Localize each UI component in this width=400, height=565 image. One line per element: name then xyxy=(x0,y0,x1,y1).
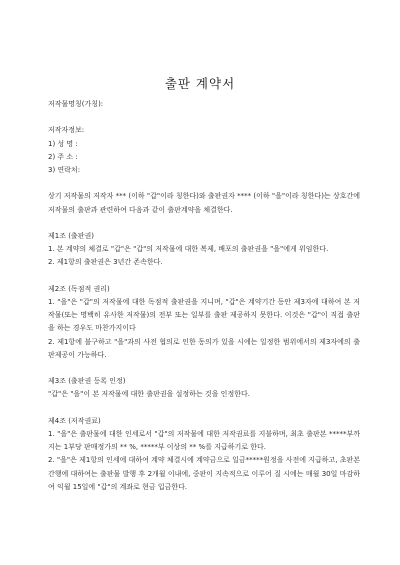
article-heading: 제4조 (저작권료) xyxy=(48,416,101,425)
article-heading: 제3조 (출판권 등록 인정) xyxy=(48,377,126,386)
document-title: 출판 계약서 xyxy=(164,76,236,91)
spacer xyxy=(48,217,360,230)
spacer xyxy=(48,402,360,415)
article-clause: 2. "을"은 제1항의 인세에 대하여 계약 체결시에 계약금으로 일금*****원정을 사전에 지급하고, 초판본 간행에 대하여는 출판물 발행 후 2개월 이내에, 중판이 지속적으로 이루어 질 시에는 매월 30일 마감하여 익월 15일에 "갑"의 계좌로 현금 입금한다. xyxy=(48,456,360,491)
spacer xyxy=(48,177,360,190)
intro-paragraph: 상기 저작물의 저작자 *** (이하 "갑"이라 칭한다)와 출판권자 **** (이하 "을"이라 칭한다)는 상호간에 저작물의 출판과 관련하여 다음과 같이 출판계약을 체결한다. xyxy=(48,192,360,214)
spacer xyxy=(48,362,360,375)
document-body xyxy=(48,98,360,494)
article-clause: 1. 본 계약의 체결로 "갑"은 "갑"의 저작물에 대한 복제, 배포의 출판권을 "을"에게 위임한다. xyxy=(48,245,329,254)
article-clause: 2. 제1항에 불구하고 "을"과의 사전 협의로 인한 동의가 있을 시에는 일정한 범위에서의 제3자에의 출판제공이 가능하다. xyxy=(48,337,360,359)
spacer xyxy=(48,270,360,283)
article-clause: 1. "을"은 출판물에 대한 인세로서 "갑"의 저작물에 대한 저작권료를 지불하며, 최초 출판본 *****부까지는 1부당 판매정가의 ** %, *****부 이상의 ** %를 지급하기로 한다. xyxy=(48,429,360,452)
article-clause: "갑"은 "을"이 본 저작물에 대한 출판권을 설정하는 것을 인정한다. xyxy=(48,390,250,399)
author-address-field: 2) 주 소 : xyxy=(48,152,78,161)
author-info-heading: 저작자정보: xyxy=(48,126,85,135)
article-heading: 제2조 (독점적 권리) xyxy=(48,284,110,293)
article-heading: 제1조 (출판권) xyxy=(48,231,94,240)
author-name-field: 1) 성 명 : xyxy=(48,139,78,148)
article-clause: 1. "을"은 "갑"의 저작물에 대한 독점적 출판권을 지니며, "갑"은 계약기간 동안 제3자에 대하여 본 저작물(또는 명백히 유사한 저작물)의 전부 또는 일부를 출판 제공하지 못한다. 이것은 "갑"이 직접 출판을 하는 경우도 마찬가지이다 xyxy=(48,297,360,333)
article-clause: 2. 제1항의 출판권은 3년간 존속한다. xyxy=(48,258,163,267)
author-contact-field: 3) 연락처: xyxy=(48,166,81,174)
work-title-label: 저작물명칭(가칭): xyxy=(48,100,104,108)
spacer xyxy=(48,111,360,124)
